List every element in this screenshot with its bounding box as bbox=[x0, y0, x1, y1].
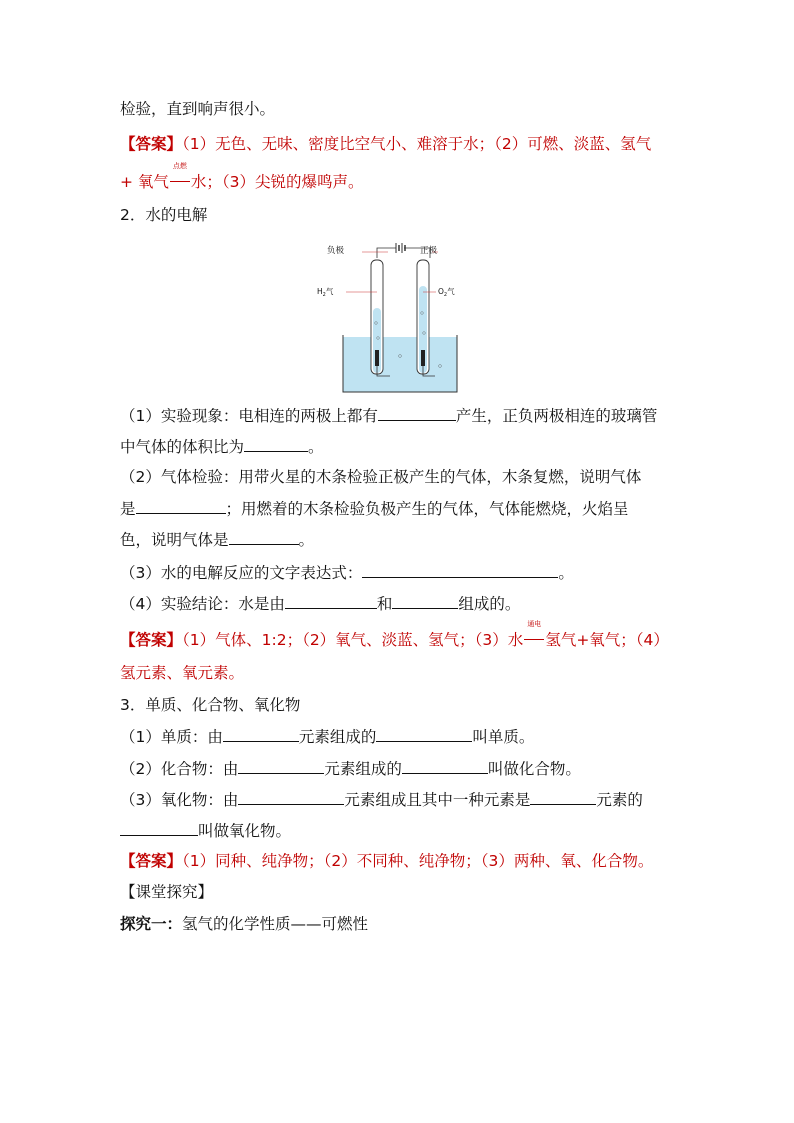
text: 是 bbox=[120, 500, 136, 518]
answer-tag: 【答案】 bbox=[120, 631, 183, 649]
text: 组成的。 bbox=[458, 595, 521, 613]
text: 元素组成的 bbox=[298, 728, 377, 746]
text: （2）气体检验：用带火星的木条检验正极产生的气体，木条复燃，说明气体 bbox=[120, 468, 642, 486]
text: 。 bbox=[298, 531, 315, 549]
text: 叫单质。 bbox=[472, 728, 535, 746]
answer-text: + 氧气 bbox=[120, 173, 169, 191]
question-line bbox=[120, 436, 324, 457]
answer-blank[interactable] bbox=[244, 436, 308, 452]
question-line bbox=[120, 593, 520, 614]
text: （1）实验现象：电相连的两极上都有 bbox=[120, 407, 378, 425]
answer-blank[interactable] bbox=[223, 726, 299, 742]
question-line bbox=[120, 726, 534, 747]
text: 色，说明气体是 bbox=[120, 531, 229, 549]
paragraph-line bbox=[120, 99, 275, 119]
answer-text: （1）气体、1:2；（2）氧气、淡蓝、氢气；（3）水 bbox=[182, 631, 524, 649]
section-title-text: 2．水的电解 bbox=[120, 206, 208, 224]
electrode-right bbox=[421, 350, 425, 366]
answer-text: 氢元素、氧元素。 bbox=[120, 664, 245, 682]
classroom-heading-text: 【课堂探究】 bbox=[120, 883, 214, 901]
condition-label: 通电 bbox=[527, 620, 542, 628]
text: 元素的 bbox=[596, 791, 643, 809]
answer-blank[interactable] bbox=[392, 593, 458, 609]
answer-line bbox=[120, 851, 653, 871]
question-line bbox=[120, 820, 291, 841]
section-title bbox=[120, 205, 207, 225]
text: 。 bbox=[308, 438, 324, 456]
negative-label: 负极 bbox=[327, 246, 345, 256]
text: 。 bbox=[558, 564, 574, 582]
answer-blank[interactable] bbox=[229, 529, 299, 545]
reaction-condition bbox=[169, 162, 191, 192]
answer-blank[interactable] bbox=[362, 562, 558, 578]
explore-label: 探究一： bbox=[120, 915, 183, 933]
text: （1）单质：由 bbox=[120, 728, 223, 746]
question-line bbox=[120, 529, 314, 550]
positive-label: 正极 bbox=[420, 246, 438, 256]
text: 元素组成且其中一种元素是 bbox=[344, 791, 531, 809]
text: （3）氧化物：由 bbox=[120, 791, 239, 809]
electrolysis-figure bbox=[317, 238, 460, 396]
question-line bbox=[120, 467, 641, 487]
text: （4）实验结论：水是由 bbox=[120, 595, 285, 613]
answer-line-1 bbox=[120, 620, 669, 650]
question-line bbox=[120, 562, 574, 583]
answer-blank[interactable] bbox=[530, 789, 596, 805]
answer-text: 氢气+氧气；（4） bbox=[545, 631, 669, 649]
text: 产生，正负两极相连的玻璃管 bbox=[455, 407, 658, 425]
text: 检验，直到响声很小。 bbox=[120, 100, 276, 118]
text: （2）化合物：由 bbox=[120, 760, 239, 778]
explore-heading bbox=[120, 914, 368, 934]
answer-blank[interactable] bbox=[238, 789, 344, 805]
answer-text: 水；（3）尖锐的爆鸣声。 bbox=[190, 173, 364, 191]
answer-blank[interactable] bbox=[285, 593, 377, 609]
answer-blank[interactable] bbox=[402, 758, 488, 774]
text: 元素组成的 bbox=[324, 760, 402, 778]
answer-text: （1）同种、纯净物；（2）不同种、纯净物；（3）两种、氧、化合物。 bbox=[182, 852, 654, 870]
reaction-condition bbox=[523, 620, 545, 650]
question-line bbox=[120, 789, 643, 810]
answer-blank[interactable] bbox=[376, 726, 472, 742]
answer-blank[interactable] bbox=[378, 405, 456, 421]
o2-label: $O_2$气 bbox=[438, 287, 455, 298]
answer-blank[interactable] bbox=[120, 820, 198, 836]
answer-line-2 bbox=[120, 663, 244, 683]
classroom-heading bbox=[120, 882, 213, 902]
condition-label: 点燃 bbox=[172, 162, 187, 170]
h2-label: $H_2$气 bbox=[317, 287, 334, 298]
question-line bbox=[120, 758, 581, 779]
answer-blank[interactable] bbox=[136, 498, 226, 514]
text: 中气体的体积比为 bbox=[120, 438, 245, 456]
text: ；用燃着的木条检验负极产生的气体，气体能燃烧，火焰呈 bbox=[225, 500, 629, 518]
question-line bbox=[120, 498, 629, 519]
question-line bbox=[120, 405, 657, 426]
answer-tag: 【答案】 bbox=[120, 852, 183, 870]
answer-line-1 bbox=[120, 134, 651, 154]
answer-text: （1）无色、无味、密度比空气小、难溶于水；（2）可燃、淡蓝、氢气 bbox=[182, 135, 652, 153]
electrode-left bbox=[375, 350, 379, 366]
answer-blank[interactable] bbox=[238, 758, 324, 774]
explore-text: 氢气的化学性质——可燃性 bbox=[182, 915, 369, 933]
answer-line-2 bbox=[120, 162, 364, 192]
text: 叫做氧化物。 bbox=[198, 822, 292, 840]
section-title bbox=[120, 695, 300, 715]
section-title-text: 3．单质、化合物、氧化物 bbox=[120, 696, 301, 714]
text: 和 bbox=[376, 595, 393, 613]
text: （3）水的电解反应的文字表达式： bbox=[120, 564, 363, 582]
text: 叫做化合物。 bbox=[487, 760, 581, 778]
answer-tag: 【答案】 bbox=[120, 135, 183, 153]
